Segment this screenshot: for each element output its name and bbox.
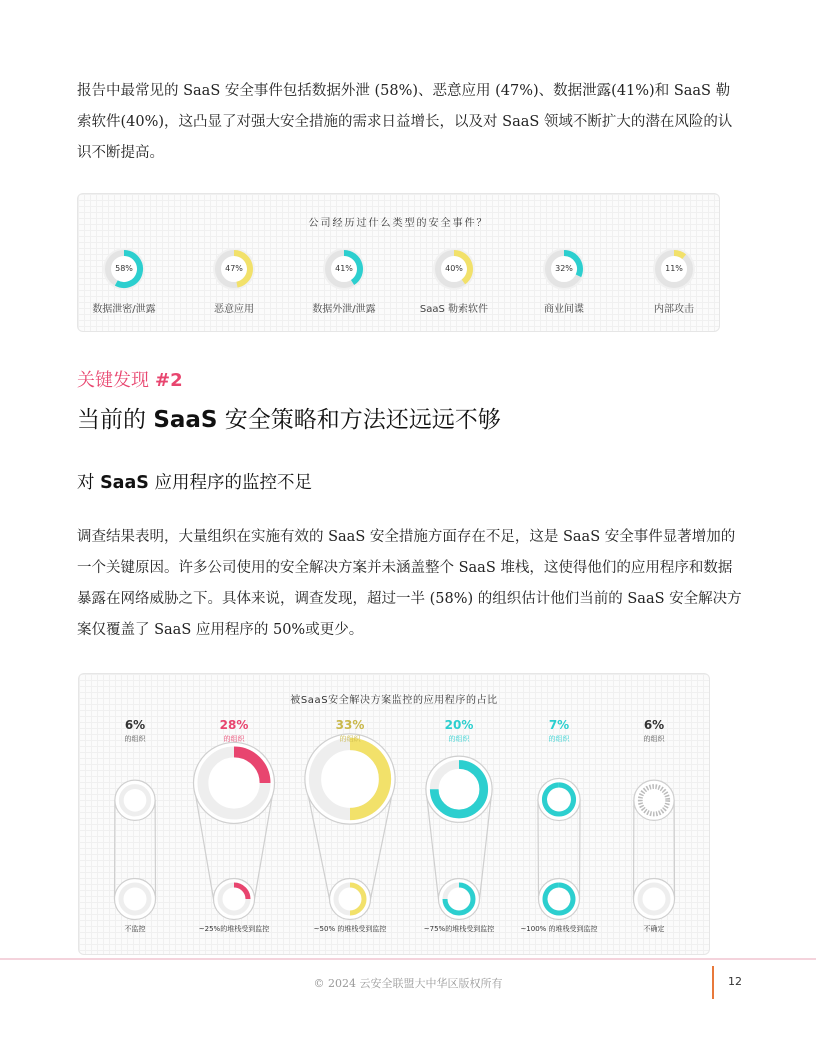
donut-label: 内部攻击 [654, 304, 694, 315]
donut-label: 恶意应用 [214, 304, 254, 315]
column-percent: 20% [444, 718, 474, 732]
monitoring-coverage-chart [78, 673, 710, 955]
page-number: 12 [728, 975, 742, 988]
top-pulley-ring [121, 787, 148, 814]
column-percent: 6% [643, 718, 665, 732]
section-heading: 当前的 SaaS 安全策略和方法还远远不够 [77, 407, 501, 433]
section-subheading: 对 SaaS 应用程序的监控不足 [77, 473, 312, 493]
footer-copyright: © 2024 云安全联盟大中华区版权所有 [313, 977, 503, 990]
column-percent: 33% [335, 718, 365, 732]
donut-percent: 40% [445, 264, 463, 273]
column-bottom-label: ~100% 的堆栈受到监控 [520, 925, 598, 933]
column-bottom-label: 不监控 [124, 925, 146, 933]
column-sublabel: 的组织 [339, 735, 361, 743]
column-bottom-label: 不确定 [643, 925, 665, 933]
belt-line [538, 799, 539, 899]
donut-label: 数据外泄/泄露 [312, 304, 376, 315]
incident-types-chart [77, 193, 720, 332]
column-sublabel: 的组织 [124, 735, 146, 743]
column-percent: 6% [124, 718, 146, 732]
column-bottom-label: ~75%的堆栈受到监控 [423, 925, 495, 933]
donut-percent: 32% [555, 264, 573, 273]
column-sublabel: 的组织 [548, 735, 570, 743]
column-sublabel: 的组织 [643, 735, 665, 743]
column-bottom-label: ~25%的堆栈受到监控 [198, 925, 270, 933]
intro-paragraph: 报告中最常见的 SaaS 安全事件包括数据外泄 (58%)、恶意应用 (47%)、数据泄露(41%)和 SaaS 勒索软件(40%)，这凸显了对强大安全措施的需求日益增长，以及对 SaaS 领域不断扩大的潜在风险的认识不断提高。 [77, 83, 733, 161]
donut-percent: 11% [665, 264, 683, 273]
donut-label: 数据泄密/泄露 [92, 304, 156, 315]
column-bottom-label: ~50% 的堆栈受到监控 [313, 925, 387, 933]
column-sublabel: 的组织 [223, 735, 245, 743]
donut-percent: 58% [115, 264, 133, 273]
findings-paragraph: 调查结果表明，大量组织在实施有效的 SaaS 安全措施方面存在不足，这是 SaaS 安全事件显著增加的一个关键原因。许多公司使用的安全解决方案并未涵盖整个 SaaS 堆栈，这使得他们的应用程序和数据暴露在网络威胁之下。具体来说，调查发现，超过一半 (58%) 的组织估计他们当前的 SaaS 安全解决方案仅覆盖了 SaaS 应用程序的 50%或更少。 [77, 529, 742, 638]
donut-percent: 47% [225, 264, 243, 273]
donut-label: 商业间谍 [544, 304, 584, 315]
chart-title: 被SaaS安全解决方案监控的应用程序的占比 [290, 695, 498, 706]
coverage-pulleys-svg [79, 674, 709, 954]
donut-label: SaaS 勒索软件 [419, 304, 489, 315]
bottom-pulley-ring [121, 885, 149, 913]
donut-percent: 41% [335, 264, 353, 273]
footer-divider [0, 958, 816, 960]
chart-title: 公司经历过什么类型的安全事件？ [308, 218, 489, 229]
belt-line [580, 799, 581, 899]
key-finding-label: 关键发现 #2 [77, 370, 183, 391]
column-percent: 28% [219, 718, 249, 732]
top-pulley-ring [640, 787, 667, 814]
column-sublabel: 的组织 [448, 735, 470, 743]
bottom-pulley-ring [640, 885, 668, 913]
footer-accent-bar [712, 966, 714, 999]
column-percent: 7% [548, 718, 570, 732]
